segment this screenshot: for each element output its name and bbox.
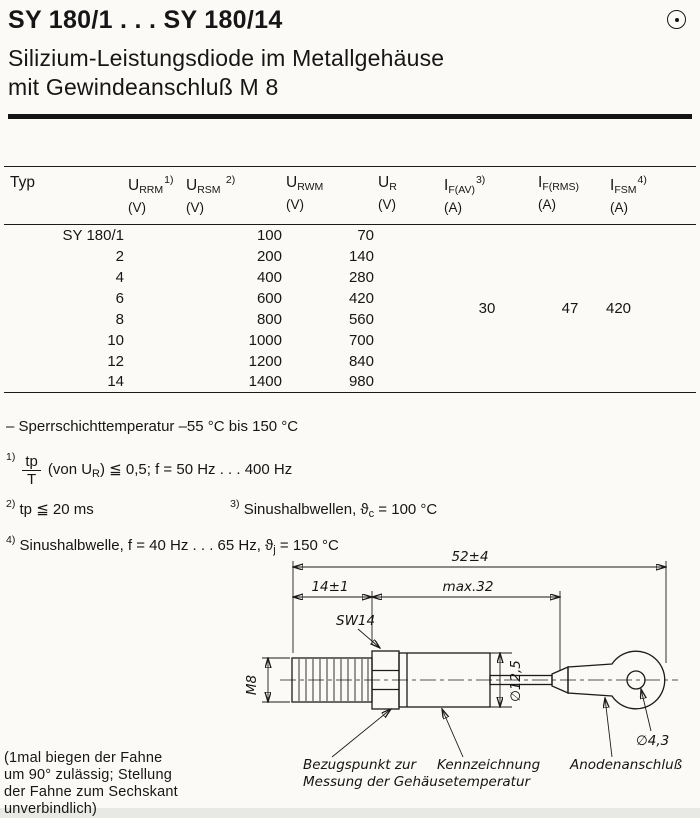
cell-urrm: 200 bbox=[256, 247, 282, 265]
cell-urrm: 800 bbox=[256, 310, 282, 328]
note-3: $^{3)}$ Sinushalbwellen, $ϑ_c = 100$ °C bbox=[230, 498, 438, 520]
table-header-row bbox=[4, 167, 696, 225]
note-junction-temp: – Sperrschichttemperatur –55 °C bis 150 °C bbox=[6, 418, 299, 435]
cell-urrm: 1200 bbox=[248, 352, 282, 370]
col-header-urrm: $U_{RRM}^{1)}$ (V) bbox=[124, 167, 182, 225]
cell-ur bbox=[374, 225, 440, 246]
caption-reference-point-1: Bezugspunkt zur bbox=[303, 757, 417, 773]
cell-urwm: 140 bbox=[348, 247, 374, 265]
cell-urwm: 70 bbox=[357, 226, 374, 244]
table-row bbox=[4, 225, 696, 246]
bend-note bbox=[4, 750, 244, 818]
header bbox=[8, 6, 692, 119]
cell-urwm: 560 bbox=[348, 310, 374, 328]
circled-dot-icon bbox=[667, 10, 686, 29]
cell-typ: 8 bbox=[115, 310, 124, 328]
cell-urwm: 280 bbox=[348, 268, 374, 286]
cell-ifrms: 47 bbox=[561, 300, 579, 317]
dot bbox=[675, 18, 679, 22]
bend-note-line1: (1mal biegen der Fahne bbox=[4, 750, 163, 766]
caption-reference-point-2: Messung der Gehäusetemperatur bbox=[303, 774, 531, 790]
note-2-3 bbox=[6, 498, 694, 520]
col-header-ifsm: $I_{FSM}^{4)}$ (A) bbox=[606, 167, 696, 225]
col-header-ifrms: $I_{F(RMS)}$ (A) bbox=[534, 167, 606, 225]
wrench-size-label: SW14 bbox=[336, 613, 376, 629]
cell-typ: SY 180/1 bbox=[62, 226, 124, 244]
col-header-urwm: $U_{RWM}$ (V) bbox=[282, 167, 374, 225]
cell-urrm: 400 bbox=[256, 268, 282, 286]
cell-ifsm: 420 bbox=[606, 300, 632, 317]
cell-urwm: 840 bbox=[348, 352, 374, 370]
cell-urrm: 1400 bbox=[248, 373, 282, 391]
body-diameter-label: ∅12,5 bbox=[508, 660, 524, 702]
package-outline-drawing bbox=[0, 545, 700, 817]
thread-size-label: M8 bbox=[244, 674, 260, 696]
cell-urrm: 100 bbox=[256, 226, 282, 244]
note-1-text: (von $U_R$) ≦ 0,5; f = 50 Hz . . . 400 Hz bbox=[47, 461, 293, 480]
hole-diameter-label: ∅4,3 bbox=[636, 733, 670, 749]
cell-urwm: 980 bbox=[348, 373, 374, 391]
col-header-ifav: $I_{F(AV)}^{3)}$ (A) bbox=[440, 167, 534, 225]
col-header-ur: $U_R$ (V) bbox=[374, 167, 440, 225]
subtitle bbox=[8, 44, 692, 102]
dim-left-label: 14±1 bbox=[311, 579, 349, 595]
caption-anode-terminal: Anodenanschluß bbox=[570, 757, 683, 773]
cell-urrm: 600 bbox=[256, 289, 282, 307]
bend-note-line4: unverbindlich) bbox=[4, 801, 98, 817]
caption-marking: Kennzeichnung bbox=[437, 757, 541, 773]
cell-typ: 14 bbox=[107, 373, 124, 391]
subtitle-line2: mit Gewindeanschluß M 8 bbox=[8, 74, 279, 100]
cell-typ: 10 bbox=[107, 331, 124, 349]
bend-note-line3: der Fahne zum Sechskant bbox=[4, 784, 178, 800]
note-1 bbox=[6, 450, 694, 490]
dim-mid-label: max.32 bbox=[442, 579, 494, 595]
cell-typ: 4 bbox=[115, 268, 124, 286]
note-2: $^{2)}$ tp ≦ 20 ms bbox=[6, 498, 94, 518]
footnote-marker-1: 1) bbox=[6, 451, 16, 463]
bend-note-line2: um 90° zulässig; Stellung bbox=[4, 767, 172, 783]
cell-urwm: 700 bbox=[348, 331, 374, 349]
cell-typ: 2 bbox=[115, 247, 124, 265]
col-header-ursm: $U_{RSM}$ $^{2)}$ (V) bbox=[182, 167, 282, 225]
col-header-typ: Typ bbox=[4, 167, 124, 225]
subtitle-line1: Silizium-Leistungsdiode im Metallgehäuse bbox=[8, 45, 445, 71]
ratings-table bbox=[4, 166, 696, 393]
dim-total-label: 52±4 bbox=[451, 549, 489, 565]
cell-typ: 6 bbox=[115, 289, 124, 307]
cell-ifav: 30 bbox=[478, 300, 496, 317]
cell-urwm: 420 bbox=[348, 289, 374, 307]
cell-urrm: 1000 bbox=[248, 331, 282, 349]
leader-lines bbox=[332, 629, 651, 757]
note-4: $^{4)}$ Sinushalbwelle, f = 40 Hz . . . 65 Hz, $ϑ_j = 150$ °C bbox=[6, 534, 339, 556]
title-rule bbox=[8, 114, 692, 119]
tp-over-T-fraction: $\frac{tp}{T}$ bbox=[22, 453, 41, 488]
cell-typ: 12 bbox=[107, 352, 124, 370]
notes bbox=[6, 418, 694, 556]
page-title: SY 180/1 . . . SY 180/14 bbox=[8, 6, 283, 34]
